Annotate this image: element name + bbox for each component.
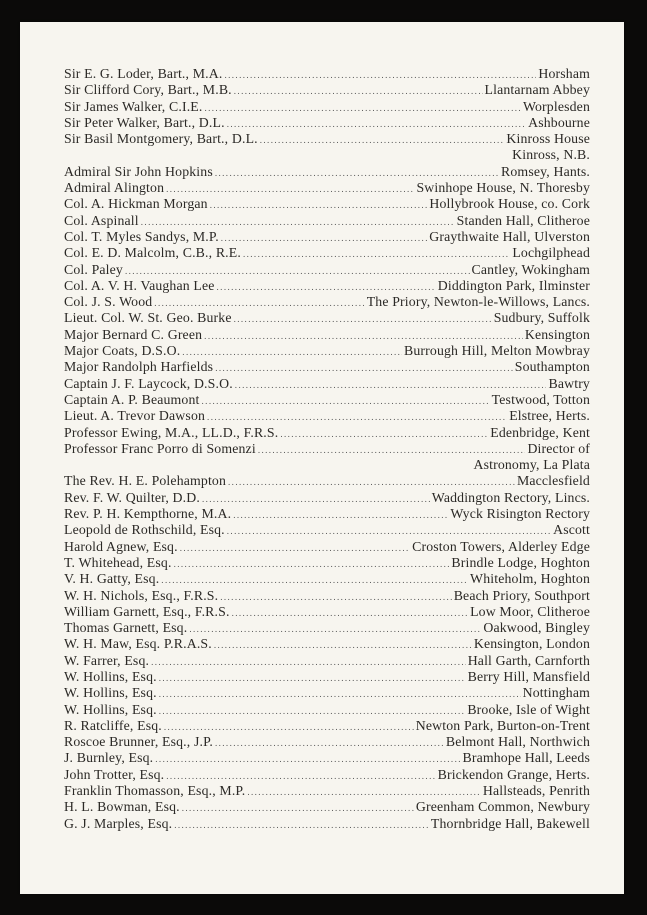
entry-name: The Rev. H. E. Polehampton [64, 473, 227, 489]
entry-name: John Trotter, Esq. [64, 766, 165, 782]
dot-leader [247, 784, 481, 799]
entry-place: Kensington, London [473, 636, 590, 652]
list-item [64, 131, 590, 147]
list-item [64, 229, 590, 245]
entry-place: Belmont Hall, Northwich [445, 734, 590, 750]
entry-place: Bawtry [548, 375, 590, 391]
list-item [64, 180, 590, 196]
dot-leader [174, 556, 450, 571]
entry-place: Low Moor, Clitheroe [470, 603, 590, 619]
entry-place-continuation: Astronomy, La Plata [473, 457, 590, 473]
list-item [64, 343, 590, 359]
entry-place: Kensington [524, 326, 590, 342]
list-item [64, 734, 590, 750]
entry-name: Lieut. A. Trevor Dawson [64, 408, 206, 424]
entry-name: Col. Paley [64, 261, 123, 277]
entry-place: Hollybrook House, co. Cork [429, 196, 590, 212]
dot-leader [155, 751, 460, 766]
list-item [64, 82, 590, 98]
dot-leader [227, 116, 526, 131]
entry-place: Southampton [514, 359, 590, 375]
list-item [64, 196, 590, 212]
list-item [64, 425, 590, 441]
dot-leader [228, 474, 515, 489]
entry-place: Thornbridge Hall, Bakewell [430, 815, 590, 831]
list-item [64, 441, 590, 457]
dot-leader [233, 507, 448, 522]
entry-name: Major Coats, D.S.O. [64, 343, 181, 359]
entry-name: Col. Aspinall [64, 212, 139, 228]
list-item [64, 555, 590, 571]
dot-leader [235, 377, 547, 392]
dot-leader [214, 637, 472, 652]
dot-leader [180, 540, 410, 555]
entry-name: Col. E. D. Malcolm, C.B., R.E. [64, 245, 241, 261]
list-item [64, 327, 590, 343]
list-item [64, 718, 590, 734]
entry-name: W. H. Maw, Esq. P.R.A.S. [64, 636, 212, 652]
entry-place: Hall Garth, Carnforth [467, 652, 590, 668]
entry-name: H. L. Bowman, Esq. [64, 799, 180, 815]
entry-name: G. J. Marples, Esq. [64, 815, 173, 831]
list-item [64, 636, 590, 652]
list-item [64, 539, 590, 555]
entry-place: Edenbridge, Kent [490, 424, 590, 440]
dot-leader [141, 214, 455, 229]
entry-name: T. Whitehead, Esq. [64, 554, 172, 570]
entry-name: W. Hollins, Esq. [64, 668, 157, 684]
list-item [64, 702, 590, 718]
dot-leader [227, 523, 551, 538]
dot-leader [221, 230, 427, 245]
list-item [64, 506, 590, 522]
entry-place: Director of [527, 440, 590, 456]
entry-place: Burrough Hill, Melton Mowbray [404, 343, 590, 359]
dot-leader [260, 132, 505, 147]
entry-name: Professor Ewing, M.A., LL.D., F.R.S. [64, 424, 279, 440]
list-item [64, 816, 590, 832]
list-item [64, 408, 590, 424]
dot-leader [161, 572, 468, 587]
entry-name: Sir Clifford Cory, Bart., M.B. [64, 82, 232, 98]
entry-name: J. Burnley, Esq. [64, 750, 154, 766]
entry-name: William Garnett, Esq., F.R.S. [64, 603, 230, 619]
entry-place: Diddington Park, Ilminster [437, 277, 590, 293]
dot-leader [174, 817, 429, 832]
subscriber-list [64, 66, 590, 832]
entry-place: The Priory, Newton-le-Willows, Lancs. [366, 294, 590, 310]
list-item [64, 604, 590, 620]
list-item [64, 294, 590, 310]
dot-leader [159, 670, 466, 685]
entry-place: Brooke, Isle of Wight [467, 701, 590, 717]
entry-place: Graythwaite Hall, Ulverston [429, 228, 590, 244]
entry-name: Professor Franc Porro di Somenzi [64, 440, 256, 456]
entry-name: W. Hollins, Esq. [64, 685, 157, 701]
entry-name: Leopold de Rothschild, Esq. [64, 522, 225, 538]
entry-place: Kinross House [506, 131, 590, 147]
entry-name: W. Hollins, Esq. [64, 701, 157, 717]
list-item [64, 359, 590, 375]
entry-name: Rev. P. H. Kempthorne, M.A. [64, 506, 232, 522]
entry-place: Berry Hill, Mansfield [467, 668, 590, 684]
list-item [64, 620, 590, 636]
dot-leader [151, 654, 466, 669]
dot-leader [166, 768, 435, 783]
list-item [64, 571, 590, 587]
list-item [64, 799, 590, 815]
dot-leader [182, 344, 402, 359]
entry-name: R. Ratcliffe, Esq. [64, 717, 162, 733]
list-item [64, 653, 590, 669]
entry-name: W. Farrer, Esq. [64, 652, 150, 668]
entry-place: Sudbury, Suffolk [493, 310, 590, 326]
dot-leader [280, 426, 488, 441]
dot-leader [159, 686, 521, 701]
dot-leader [215, 360, 513, 375]
entry-place: Swinhope House, N. Thoresby [416, 180, 590, 196]
list-item [64, 115, 590, 131]
entry-place: Ascott [553, 522, 590, 538]
list-item [64, 376, 590, 392]
entry-place: Croston Towers, Alderley Edge [412, 538, 590, 554]
list-item [64, 588, 590, 604]
entry-place: Hallsteads, Penrith [482, 783, 590, 799]
entry-name: Col. A. V. H. Vaughan Lee [64, 277, 215, 293]
dot-leader [125, 263, 470, 278]
entry-place: Romsey, Hants. [501, 163, 590, 179]
entry-name: Sir E. G. Loder, Bart., M.A. [64, 66, 223, 81]
entry-name: Lieut. Col. W. St. Geo. Burke [64, 310, 232, 326]
list-item [64, 767, 590, 783]
entry-place: Whiteholm, Hoghton [470, 571, 590, 587]
list-item [64, 66, 590, 82]
entry-place: Nottingham [522, 685, 590, 701]
list-item [64, 99, 590, 115]
entry-name: Admiral Alington [64, 180, 165, 196]
dot-leader [215, 735, 444, 750]
list-item [64, 783, 590, 799]
entry-place: Bramhope Hall, Leeds [462, 750, 590, 766]
entry-place: Beach Priory, Southport [453, 587, 590, 603]
dot-leader [159, 703, 466, 718]
entry-place: Brindle Lodge, Hoghton [451, 554, 590, 570]
entry-place: Lochgilphead [512, 245, 590, 261]
dot-leader [234, 311, 492, 326]
dot-leader [204, 328, 523, 343]
entry-name: V. H. Gatty, Esq. [64, 571, 160, 587]
dot-leader [202, 491, 430, 506]
entry-name: Rev. F. W. Quilter, D.D. [64, 489, 200, 505]
entry-place: Greenham Common, Newbury [415, 799, 590, 815]
dot-leader [224, 67, 536, 82]
entry-name: Franklin Thomasson, Esq., M.P. [64, 783, 246, 799]
entry-place: Waddington Rectory, Lincs. [431, 489, 590, 505]
entry-place: Wyck Risington Rectory [450, 506, 590, 522]
entry-name: Captain J. F. Laycock, D.S.O. [64, 375, 233, 391]
entry-place: Newton Park, Burton-on-Trent [415, 717, 590, 733]
entry-name: Sir Basil Montgomery, Bart., D.L. [64, 131, 258, 147]
dot-leader [189, 621, 481, 636]
entry-place: Brickendon Grange, Herts. [437, 766, 590, 782]
dot-leader [154, 295, 364, 310]
entry-place: Cantley, Wokingham [471, 261, 590, 277]
entry-place: Elstree, Herts. [509, 408, 590, 424]
dot-leader [210, 197, 428, 212]
entry-name: Col. A. Hickman Morgan [64, 196, 208, 212]
entry-place: Ashbourne [528, 114, 590, 130]
dot-leader [215, 165, 499, 180]
entry-name: Sir James Walker, C.I.E. [64, 98, 203, 114]
entry-place: Oakwood, Bingley [483, 620, 590, 636]
entry-name: Captain A. P. Beaumont [64, 391, 200, 407]
list-item [64, 278, 590, 294]
entry-name: Roscoe Brunner, Esq., J.P. [64, 734, 213, 750]
dot-leader [166, 181, 414, 196]
dot-leader [207, 409, 507, 424]
entry-place: Standen Hall, Clitheroe [456, 212, 590, 228]
document-page [20, 22, 624, 894]
entry-name: W. H. Nichols, Esq., F.R.S. [64, 587, 219, 603]
dot-leader [202, 393, 490, 408]
entry-name: Major Randolph Harfields [64, 359, 214, 375]
entry-place-continuation: Kinross, N.B. [512, 147, 590, 163]
entry-place: Macclesfield [516, 473, 590, 489]
dot-leader [258, 442, 526, 457]
list-item [64, 669, 590, 685]
dot-leader [164, 719, 414, 734]
dot-leader [232, 605, 469, 620]
dot-leader [217, 279, 436, 294]
list-item [64, 164, 590, 180]
dot-leader [182, 800, 414, 815]
entry-place: Testwood, Totton [491, 391, 590, 407]
list-item [64, 750, 590, 766]
entry-name: Admiral Sir John Hopkins [64, 163, 213, 179]
list-item [64, 685, 590, 701]
list-item [64, 262, 590, 278]
entry-name: Major Bernard C. Green [64, 326, 203, 342]
list-item [64, 310, 590, 326]
dot-leader [220, 589, 451, 604]
entry-place: Worplesden [522, 98, 590, 114]
list-item [64, 473, 590, 489]
list-item [64, 522, 590, 538]
dot-leader [204, 100, 520, 115]
entry-place: Llantarnam Abbey [484, 82, 590, 98]
list-item [64, 490, 590, 506]
entry-name: Thomas Garnett, Esq. [64, 620, 188, 636]
entry-name: Harold Agnew, Esq. [64, 538, 178, 554]
entry-name: Col. J. S. Wood [64, 294, 153, 310]
list-item [64, 392, 590, 408]
dot-leader [234, 83, 483, 98]
list-item [64, 213, 590, 229]
dot-leader [243, 246, 510, 261]
entry-name: Sir Peter Walker, Bart., D.L. [64, 114, 225, 130]
entry-place: Horsham [538, 66, 590, 81]
entry-name: Col. T. Myles Sandys, M.P. [64, 228, 219, 244]
list-item [64, 245, 590, 261]
